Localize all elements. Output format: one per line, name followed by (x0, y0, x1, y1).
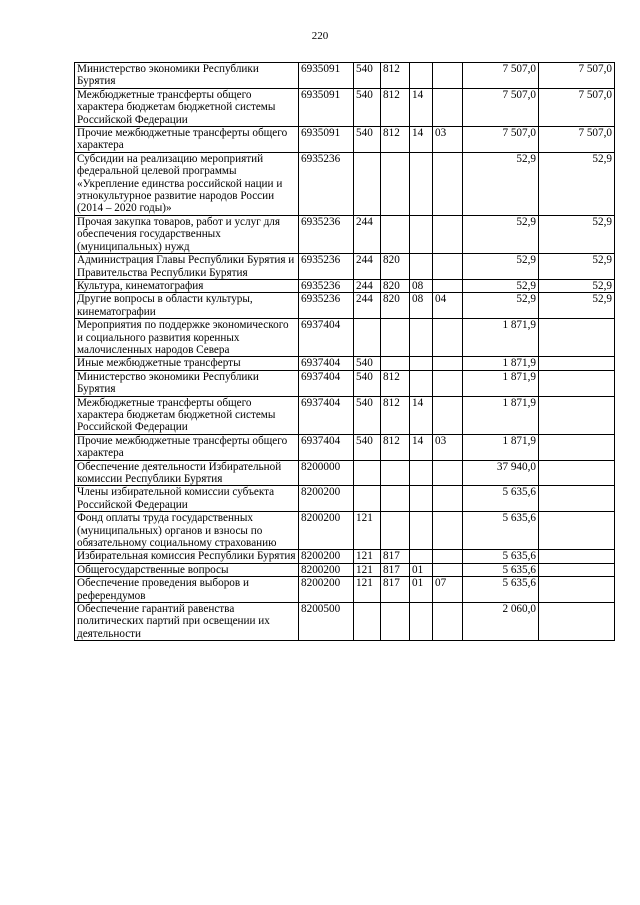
row-sum-year2 (539, 460, 615, 486)
row-section (410, 370, 433, 396)
row-section (410, 460, 433, 486)
row-subsection: 03 (433, 434, 463, 460)
row-sum-year2 (539, 550, 615, 563)
table-row (75, 512, 615, 550)
row-name: Субсидии на реализацию мероприятий федеральной целевой программы «Укрепление единства российской нации и этнокультурное развитие народов России (2014 – 2020 годы)» (75, 152, 299, 215)
row-sum-year2 (539, 486, 615, 512)
row-sum-year2: 52,9 (539, 152, 615, 215)
table-row (75, 370, 615, 396)
row-ministry-code: 820 (381, 254, 410, 280)
row-subsection: 07 (433, 577, 463, 603)
row-name: Прочие межбюджетные трансферты общего характера (75, 434, 299, 460)
row-code: 8200000 (299, 460, 354, 486)
row-code: 6935236 (299, 279, 354, 292)
row-expense-type: 540 (354, 357, 381, 370)
table-row (75, 434, 615, 460)
row-expense-type: 121 (354, 563, 381, 576)
row-sum-year2 (539, 370, 615, 396)
row-sum-year2: 7 507,0 (539, 88, 615, 126)
table-row (75, 486, 615, 512)
row-sum-year2: 52,9 (539, 254, 615, 280)
row-name: Члены избирательной комиссии субъекта Российской Федерации (75, 486, 299, 512)
row-sum-year2 (539, 563, 615, 576)
row-sum-year1: 52,9 (463, 293, 539, 319)
row-subsection: 04 (433, 293, 463, 319)
row-code: 8200200 (299, 550, 354, 563)
table-row (75, 254, 615, 280)
row-section: 01 (410, 577, 433, 603)
row-ministry-code: 812 (381, 88, 410, 126)
row-subsection (433, 486, 463, 512)
row-name: Обеспечение деятельности Избирательной комиссии Республики Бурятия (75, 460, 299, 486)
row-ministry-code: 820 (381, 293, 410, 319)
row-code: 6935236 (299, 254, 354, 280)
row-name: Обеспечение проведения выборов и референдумов (75, 577, 299, 603)
row-subsection (433, 88, 463, 126)
row-name: Министерство экономики Республики Бурятия (75, 63, 299, 89)
row-expense-type: 540 (354, 63, 381, 89)
row-ministry-code: 812 (381, 370, 410, 396)
row-subsection (433, 370, 463, 396)
table-row (75, 88, 615, 126)
row-expense-type (354, 152, 381, 215)
row-code: 6937404 (299, 434, 354, 460)
row-code: 8200500 (299, 603, 354, 641)
row-section: 08 (410, 279, 433, 292)
row-code: 8200200 (299, 577, 354, 603)
row-sum-year1: 5 635,6 (463, 512, 539, 550)
row-subsection (433, 603, 463, 641)
row-code: 8200200 (299, 486, 354, 512)
row-sum-year1: 1 871,9 (463, 396, 539, 434)
row-name: Администрация Главы Республики Бурятия и Правительства Республики Бурятия (75, 254, 299, 280)
row-ministry-code: 812 (381, 63, 410, 89)
row-expense-type: 540 (354, 396, 381, 434)
row-expense-type (354, 603, 381, 641)
row-sum-year1: 37 940,0 (463, 460, 539, 486)
row-sum-year1: 5 635,6 (463, 486, 539, 512)
table-row (75, 603, 615, 641)
row-name: Прочие межбюджетные трансферты общего характера (75, 127, 299, 153)
row-ministry-code (381, 603, 410, 641)
row-section (410, 512, 433, 550)
page-number: 220 (311, 30, 329, 42)
row-expense-type: 244 (354, 279, 381, 292)
table-row (75, 396, 615, 434)
row-ministry-code: 812 (381, 434, 410, 460)
row-code: 6937404 (299, 319, 354, 357)
row-section (410, 215, 433, 253)
row-section (410, 152, 433, 215)
row-sum-year1: 5 635,6 (463, 563, 539, 576)
row-section (410, 550, 433, 563)
row-sum-year2: 7 507,0 (539, 63, 615, 89)
row-subsection (433, 319, 463, 357)
row-ministry-code (381, 152, 410, 215)
table-row (75, 357, 615, 370)
row-ministry-code (381, 215, 410, 253)
row-sum-year1: 52,9 (463, 152, 539, 215)
row-subsection (433, 279, 463, 292)
row-section: 08 (410, 293, 433, 319)
row-expense-type (354, 319, 381, 357)
row-name: Мероприятия по поддержке экономического и социального развития коренных малочисленных народов Севера (75, 319, 299, 357)
row-expense-type: 540 (354, 88, 381, 126)
row-section: 14 (410, 396, 433, 434)
row-subsection (433, 396, 463, 434)
row-ministry-code: 812 (381, 396, 410, 434)
row-expense-type (354, 486, 381, 512)
row-expense-type: 121 (354, 550, 381, 563)
row-ministry-code: 812 (381, 127, 410, 153)
row-expense-type: 121 (354, 512, 381, 550)
row-sum-year1: 52,9 (463, 254, 539, 280)
row-code: 6937404 (299, 357, 354, 370)
row-sum-year1: 52,9 (463, 279, 539, 292)
row-ministry-code (381, 357, 410, 370)
row-expense-type: 244 (354, 254, 381, 280)
row-section: 14 (410, 127, 433, 153)
row-code: 6935236 (299, 152, 354, 215)
row-sum-year2: 52,9 (539, 215, 615, 253)
row-sum-year1: 1 871,9 (463, 370, 539, 396)
row-sum-year1: 7 507,0 (463, 88, 539, 126)
row-section (410, 357, 433, 370)
row-sum-year2 (539, 319, 615, 357)
row-name: Иные межбюджетные трансферты (75, 357, 299, 370)
row-ministry-code: 817 (381, 550, 410, 563)
row-expense-type: 244 (354, 293, 381, 319)
row-ministry-code: 820 (381, 279, 410, 292)
row-ministry-code (381, 512, 410, 550)
row-name: Другие вопросы в области культуры, кинематографии (75, 293, 299, 319)
row-code: 6937404 (299, 396, 354, 434)
row-sum-year1: 2 060,0 (463, 603, 539, 641)
row-sum-year2: 52,9 (539, 279, 615, 292)
row-code: 6935091 (299, 127, 354, 153)
row-expense-type: 244 (354, 215, 381, 253)
row-expense-type: 540 (354, 434, 381, 460)
row-code: 6935091 (299, 63, 354, 89)
row-sum-year1: 7 507,0 (463, 127, 539, 153)
row-subsection (433, 152, 463, 215)
row-expense-type: 540 (354, 370, 381, 396)
row-name: Межбюджетные трансферты общего характера бюджетам бюджетной системы Российской Федерации (75, 396, 299, 434)
table-row (75, 127, 615, 153)
row-name: Прочая закупка товаров, работ и услуг для обеспечения государственных (муниципальных) нужд (75, 215, 299, 253)
row-section (410, 486, 433, 512)
row-sum-year2 (539, 603, 615, 641)
row-sum-year2 (539, 357, 615, 370)
budget-table (74, 62, 615, 641)
row-ministry-code (381, 486, 410, 512)
row-section (410, 603, 433, 641)
row-expense-type: 540 (354, 127, 381, 153)
row-section (410, 319, 433, 357)
table-row (75, 279, 615, 292)
table-row (75, 460, 615, 486)
row-subsection (433, 563, 463, 576)
row-name: Министерство экономики Республики Бурятия (75, 370, 299, 396)
row-section (410, 63, 433, 89)
row-section: 01 (410, 563, 433, 576)
row-subsection (433, 550, 463, 563)
table-row (75, 550, 615, 563)
row-sum-year2: 7 507,0 (539, 127, 615, 153)
table-row (75, 63, 615, 89)
row-name: Межбюджетные трансферты общего характера бюджетам бюджетной системы Российской Федерации (75, 88, 299, 126)
row-ministry-code: 817 (381, 577, 410, 603)
row-ministry-code (381, 460, 410, 486)
row-ministry-code (381, 319, 410, 357)
row-subsection (433, 357, 463, 370)
row-name: Общегосударственные вопросы (75, 563, 299, 576)
row-sum-year2 (539, 577, 615, 603)
row-sum-year1: 1 871,9 (463, 319, 539, 357)
table-row (75, 152, 615, 215)
row-sum-year1: 5 635,6 (463, 550, 539, 563)
table-row (75, 577, 615, 603)
row-sum-year2 (539, 512, 615, 550)
table-row (75, 293, 615, 319)
row-sum-year1: 5 635,6 (463, 577, 539, 603)
row-name: Культура, кинематография (75, 279, 299, 292)
row-subsection (433, 63, 463, 89)
row-expense-type (354, 460, 381, 486)
row-sum-year1: 52,9 (463, 215, 539, 253)
row-sum-year2 (539, 396, 615, 434)
row-subsection (433, 460, 463, 486)
table-row (75, 563, 615, 576)
row-sum-year1: 7 507,0 (463, 63, 539, 89)
row-section: 14 (410, 434, 433, 460)
row-code: 6935091 (299, 88, 354, 126)
row-name: Фонд оплаты труда государственных (муниципальных) органов и взносы по обязательному социальному страхованию (75, 512, 299, 550)
row-subsection (433, 254, 463, 280)
row-section: 14 (410, 88, 433, 126)
row-code: 8200200 (299, 512, 354, 550)
row-code: 6935236 (299, 215, 354, 253)
row-subsection: 03 (433, 127, 463, 153)
row-section (410, 254, 433, 280)
row-name: Избирательная комиссия Республики Бурятия (75, 550, 299, 563)
row-code: 6935236 (299, 293, 354, 319)
row-sum-year1: 1 871,9 (463, 357, 539, 370)
row-name: Обеспечение гарантий равенства политических партий при освещении их деятельности (75, 603, 299, 641)
row-code: 6937404 (299, 370, 354, 396)
row-code: 8200200 (299, 563, 354, 576)
row-expense-type: 121 (354, 577, 381, 603)
table-row (75, 215, 615, 253)
row-sum-year1: 1 871,9 (463, 434, 539, 460)
row-subsection (433, 512, 463, 550)
row-sum-year2: 52,9 (539, 293, 615, 319)
table-body (75, 63, 615, 641)
row-ministry-code: 817 (381, 563, 410, 576)
row-sum-year2 (539, 434, 615, 460)
row-subsection (433, 215, 463, 253)
table-row (75, 319, 615, 357)
